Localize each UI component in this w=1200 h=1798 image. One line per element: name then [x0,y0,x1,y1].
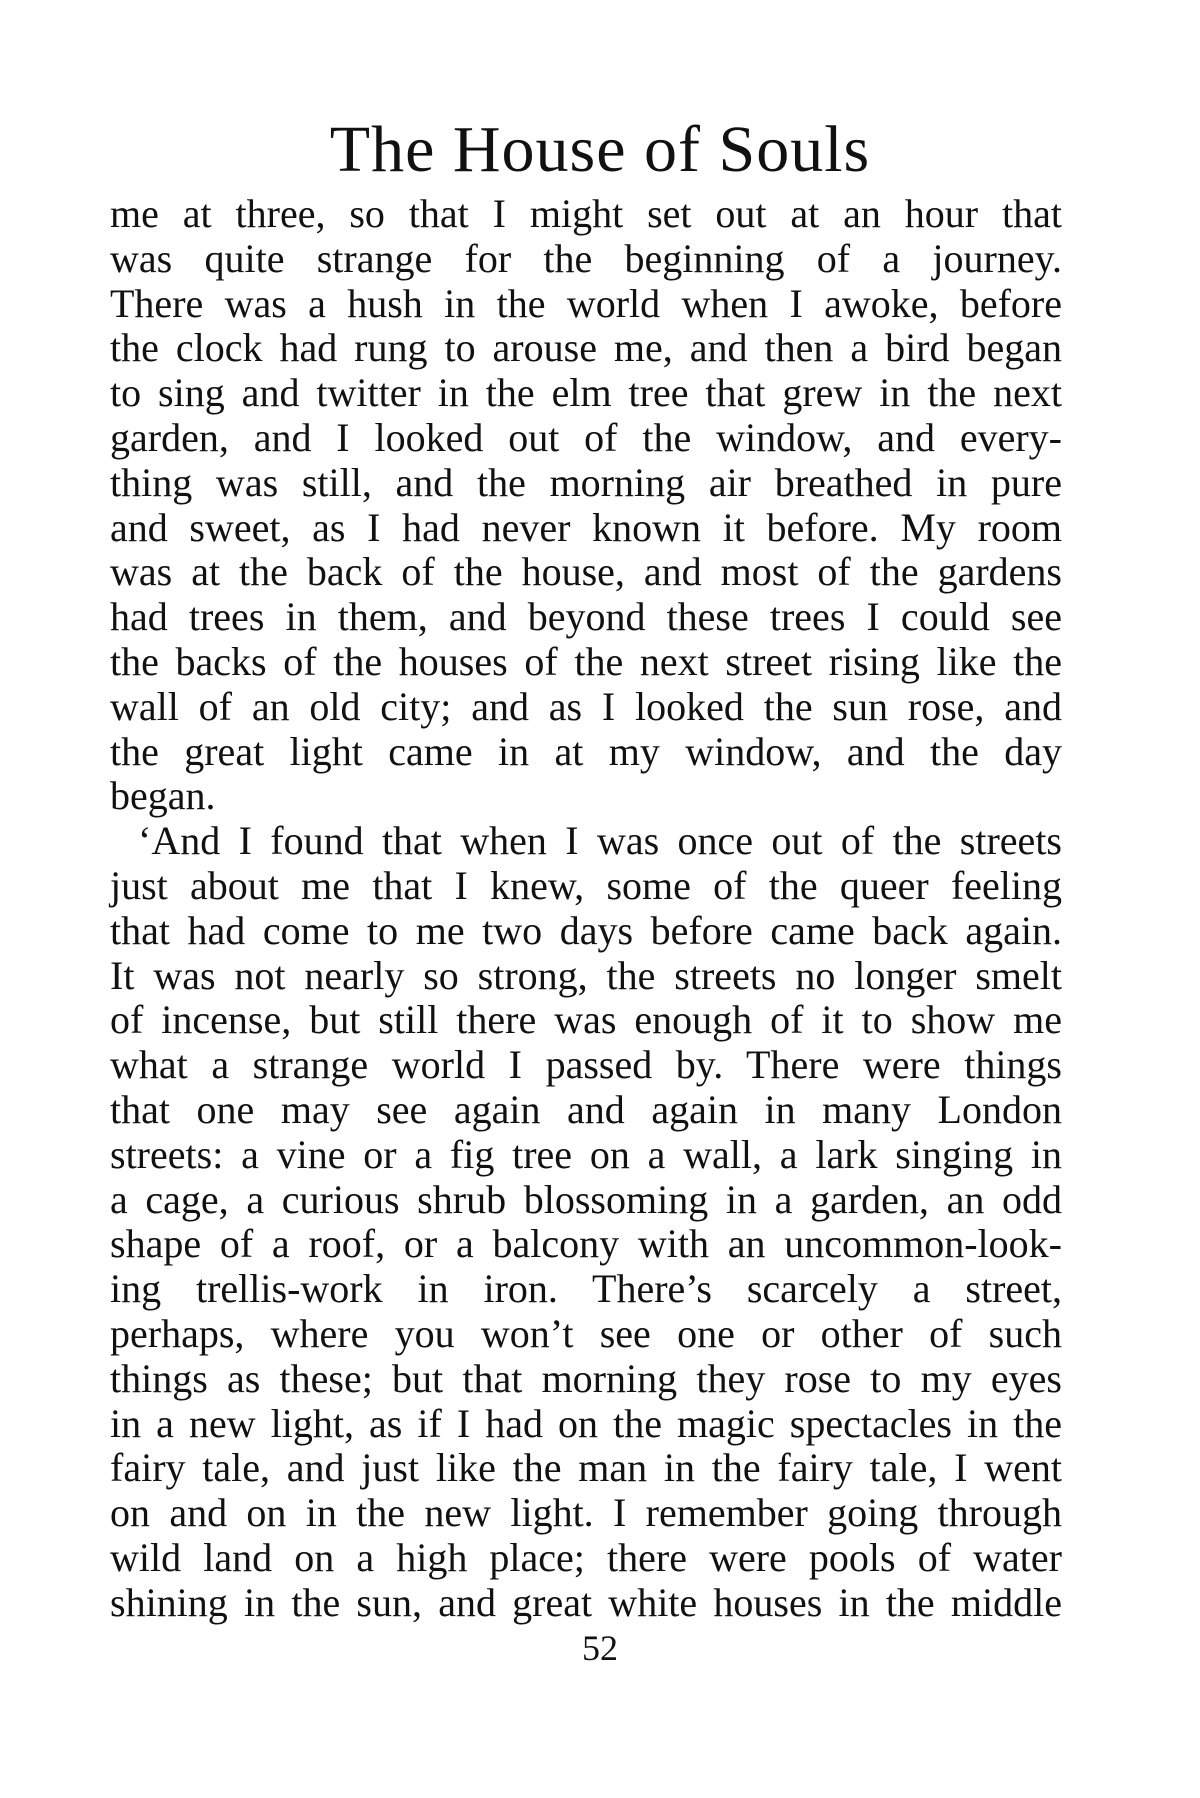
text-line: streets: a vine or a fig tree on a wall, a lark singing in [110,1131,1062,1177]
text-line: what a strange world I passed by. There were things [110,1042,1062,1088]
text-line: was at the back of the house, and most of the gardens [110,549,1062,595]
text-line: It was not nearly so strong, the streets no longer smelt [110,952,1062,998]
text-line: of incense, but still there was enough of it to show me [110,997,1062,1043]
text-line: wall of an old city; and as I looked the sun rose, and [110,683,1062,729]
text-line: me at three, so that I might set out at an hour that [110,191,1062,236]
text-line: There was a hush in the world when I awoke, before [110,280,1062,326]
page-title: The House of Souls [329,113,871,186]
text-line: on and on in the new light. I remember going through [110,1490,1062,1536]
text-line: wild land on a high place; there were pools of water [110,1534,1062,1580]
text-line: the great light came in at my window, and the day [110,728,1062,774]
text-line: the clock had rung to arouse me, and then a bird began [110,325,1062,371]
text-line: to sing and twitter in the elm tree that grew in the next [110,370,1062,416]
text-line: that had come to me two days before came back again. [110,907,1062,953]
text-line: thing was still, and the morning air breathed in pure [110,459,1062,505]
text-line: shape of a roof, or a balcony with an uncommon-look- [110,1221,1062,1267]
body-text [110,192,1062,1626]
text-line: just about me that I knew, some of the queer feeling [110,862,1062,908]
text-line: shining in the sun, and great white houses in the middle [110,1579,1062,1625]
text-line: had trees in them, and beyond these trees I could see [110,594,1062,640]
text-line: in a new light, as if I had on the magic spectacles in the [110,1400,1062,1446]
paragraph-end-line: began. [110,773,216,819]
text-line: was quite strange for the beginning of a journey. [110,235,1062,281]
text-line: a cage, a curious shrub blossoming in a garden, an odd [110,1176,1062,1222]
text-line: that one may see again and again in many London [110,1086,1062,1132]
text-line: perhaps, where you won’t see one or other of such [110,1310,1062,1356]
text-line: garden, and I looked out of the window, and every- [110,414,1062,460]
text-line: things as these; but that morning they rose to my eyes [110,1355,1062,1401]
text-line: and sweet, as I had never known it before. My room [110,504,1062,550]
text-line: fairy tale, and just like the man in the fairy tale, I went [110,1445,1062,1491]
page-number: 52 [582,1628,618,1668]
paragraph-start-line: ‘And I found that when I was once out of the streets [138,818,1062,864]
text-line: ing trellis-work in iron. There’s scarcely a street, [110,1266,1062,1312]
text-line: the backs of the houses of the next street rising like the [110,638,1062,684]
